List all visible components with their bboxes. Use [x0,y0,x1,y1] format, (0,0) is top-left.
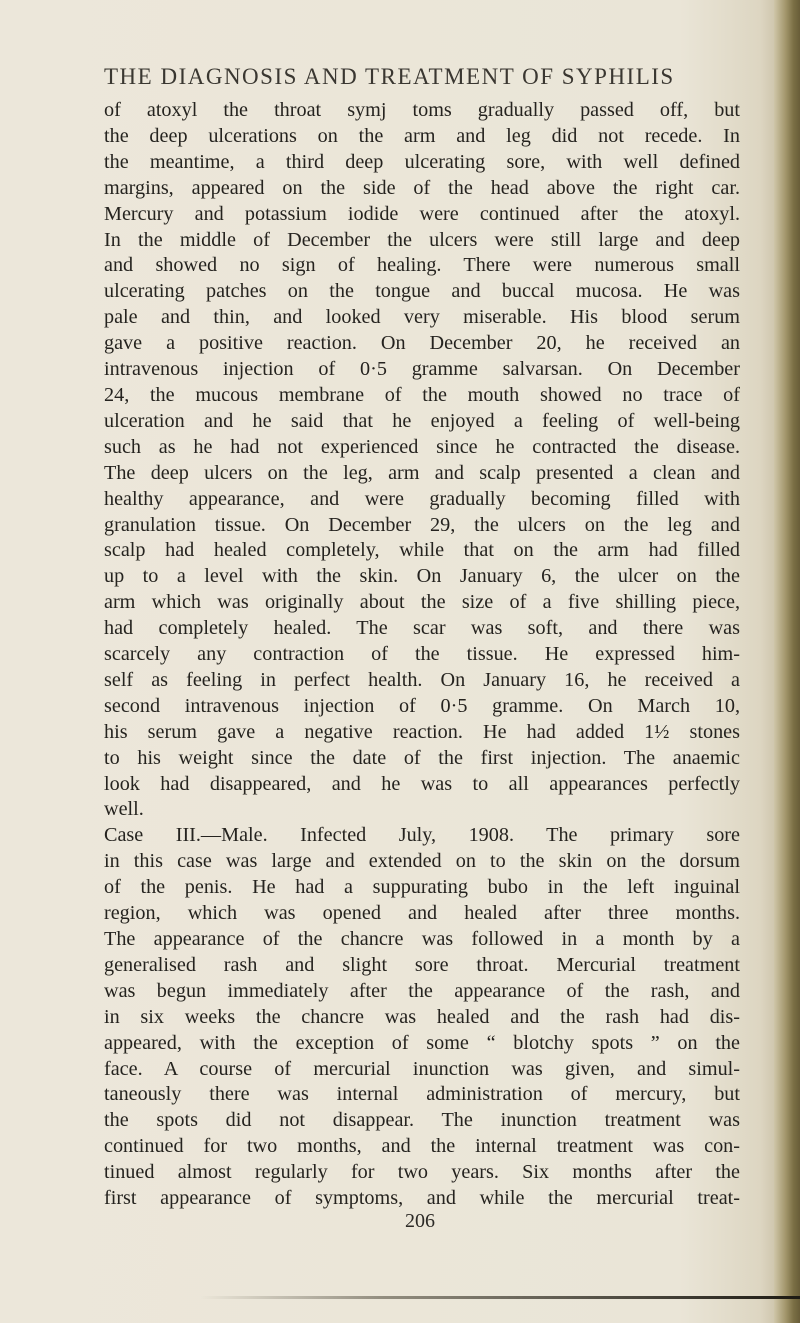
page-number: 206 [405,1210,435,1232]
text-line: intravenous injection of 0·5 gramme salvarsan. On December [104,358,740,381]
text-line: Mercury and potassium iodide were continued after the atoxyl. [104,202,740,225]
text-line: such as he had not experienced since he contracted the disease. [104,435,740,458]
text-line: well. [104,798,144,821]
text-line: generalised rash and slight sore throat. Mercurial treatment [104,953,740,976]
text-line: was begun immediately after the appearance of the rash, and [104,979,740,1002]
text-line: to his weight since the date of the first injection. The anaemic [104,746,740,769]
text-line: and showed no sign of healing. There were numerous small [104,254,740,277]
text-line: the meantime, a third deep ulcerating sore, with well defined [104,150,740,173]
text-line: The appearance of the chancre was followed in a month by a [104,928,740,950]
text-line: ulceration and he said that he enjoyed a feeling of well-being [104,409,740,432]
text-line: scalp had healed completely, while that on the arm had filled [104,539,740,562]
text-line: arm which was originally about the size of a five shilling piece, [104,591,740,614]
text-line: up to a level with the skin. On January 6, the ulcer on the [104,565,740,588]
text-line: appeared, with the exception of some “ blotchy spots ” on the [104,1031,740,1054]
body-text [104,98,740,1212]
text-line: in six weeks the chancre was healed and the rash had dis- [104,1005,740,1028]
text-line: second intravenous injection of 0·5 gramme. On March 10, [104,694,740,717]
text-line: gave a positive reaction. On December 20, he received an [104,332,740,355]
text-line: Case III.—Male. Infected July, 1908. The primary sore [104,824,740,847]
text-line: region, which was opened and healed after three months. [104,902,740,925]
text-line: face. A course of mercurial inunction was given, and simul- [104,1057,740,1080]
text-line: The deep ulcers on the leg, arm and scalp presented a clean and [104,461,740,484]
text-line: In the middle of December the ulcers were still large and deep [104,228,740,251]
text-line: self as feeling in perfect health. On January 16, he received a [104,668,740,691]
text-line: of the penis. He had a suppurating bubo in the left inguinal [104,876,740,899]
text-line: look had disappeared, and he was to all appearances perfectly [104,772,740,795]
text-line: the deep ulcerations on the arm and leg did not recede. In [104,124,740,147]
text-line: pale and thin, and looked very miserable. His blood serum [104,306,740,329]
running-head: THE DIAGNOSIS AND TREATMENT OF SYPHILIS [104,64,675,89]
text-line: had completely healed. The scar was soft, and there was [104,617,740,640]
text-line: granulation tissue. On December 29, the ulcers on the leg and [104,513,740,536]
text-line: healthy appearance, and were gradually becoming filled with [104,487,740,510]
text-line: margins, appeared on the side of the head above the right car. [104,176,740,199]
text-line: his serum gave a negative reaction. He had added 1½ stones [104,720,740,743]
text-line: continued for two months, and the internal treatment was con- [104,1135,740,1158]
bottom-edge-rule [200,1296,800,1299]
text-line: tinued almost regularly for two years. Six months after the [104,1161,740,1184]
text-line: of atoxyl the throat symj toms gradually passed off, but [104,99,740,121]
text-line: scarcely any contraction of the tissue. He expressed him- [104,643,740,666]
text-line: taneously there was internal administration of mercury, but [104,1083,740,1106]
text-line: the spots did not disappear. The inunction treatment was [104,1109,740,1132]
text-line: 24, the mucous membrane of the mouth showed no trace of [104,383,740,406]
text-line: ulcerating patches on the tongue and buccal mucosa. He was [104,280,740,303]
text-line: first appearance of symptoms, and while the mercurial treat- [104,1187,740,1210]
text-line: in this case was large and extended on to the skin on the dorsum [104,850,740,873]
page-edge-shadow [774,0,800,1323]
